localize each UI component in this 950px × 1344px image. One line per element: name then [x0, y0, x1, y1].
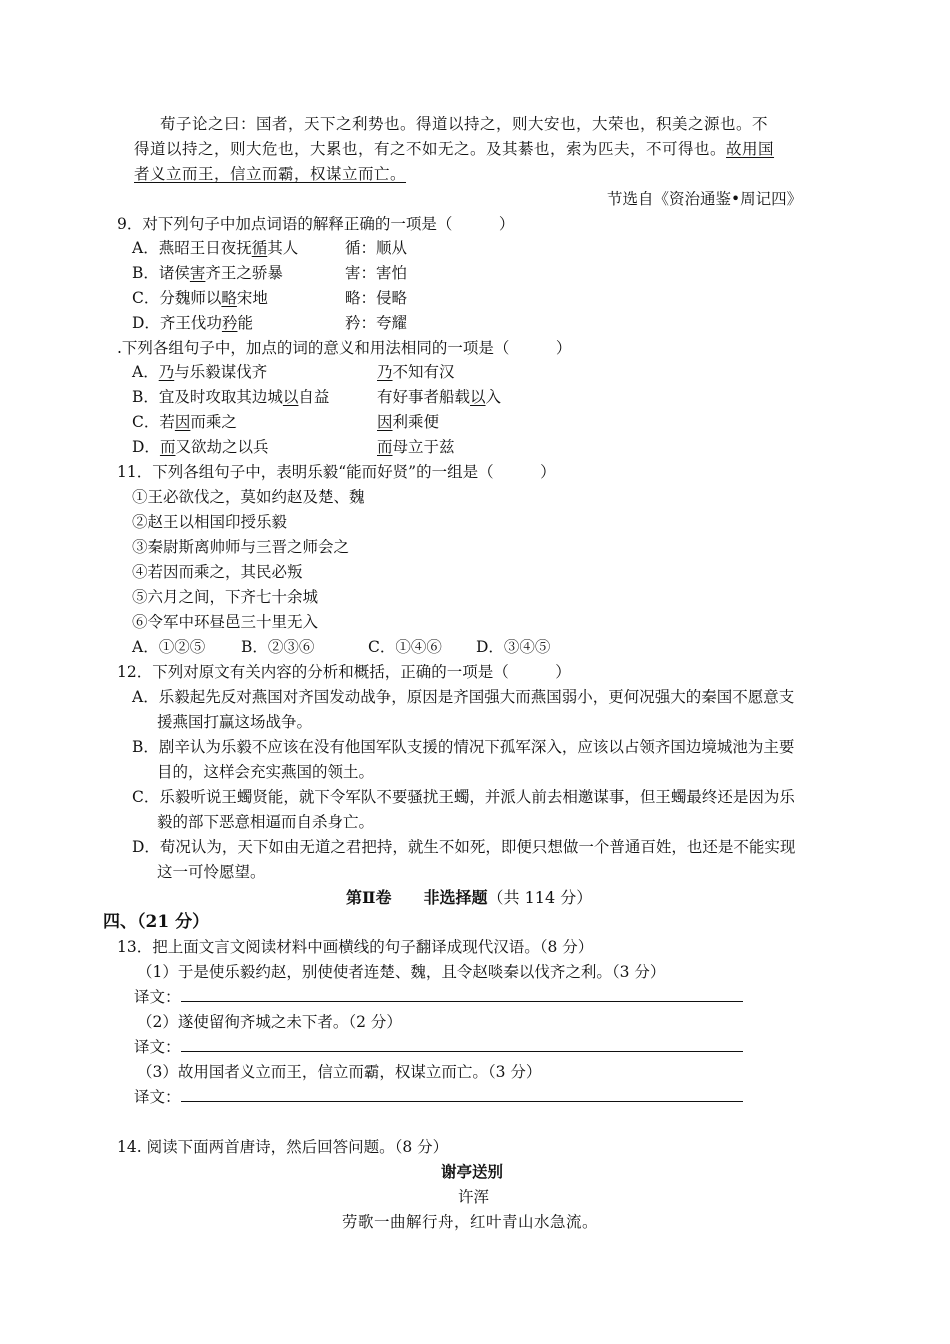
- q9-a-text: A．燕昭王日夜抚: [132, 239, 252, 257]
- q10-option-a-pair: [377, 361, 455, 383]
- q9-option-b: [132, 262, 283, 284]
- q9-option-c: [132, 287, 268, 309]
- q9-stem: 9．对下列句子中加点词语的解释正确的一项是（ ）: [117, 215, 515, 233]
- passage-line-3-underlined: 者义立而王，信立而霸，权谋立而亡。: [134, 165, 407, 183]
- q10-a2-dotted-word: 乃: [377, 363, 393, 381]
- passage-source: 节选自《资治通鉴•周记四》: [607, 190, 803, 208]
- q13-answer-2-line[interactable]: [181, 1037, 743, 1052]
- q12-option-b-line1: B．剧辛认为乐毅不应该在没有他国军队支援的情况下孤军深入，应该以占领齐国边境城池为主要: [132, 738, 795, 756]
- q10-d2-dotted-word: 而: [377, 438, 393, 456]
- poem-author: 许浑: [458, 1188, 490, 1206]
- q10-option-b-pair: [377, 386, 501, 408]
- q12-option-d-line2: 这一可怜愿望。: [157, 863, 266, 881]
- q10-a-text-end: 与乐毅谋伐齐: [174, 363, 268, 381]
- q9-c-text-end: 宋地: [236, 289, 268, 307]
- q10-b-dotted-word: 以: [282, 388, 299, 406]
- q11-choice-c: C．①④⑥: [368, 638, 442, 656]
- q9-option-a-gloss: 循：顺从: [345, 239, 408, 257]
- q13-answer-3-line[interactable]: [181, 1087, 743, 1102]
- section-4-heading: 四、（21 分）: [103, 912, 210, 932]
- q11-item-6: ⑥令军中环昼邑三十里无入: [132, 613, 319, 631]
- q10-d-text: D．: [132, 438, 160, 456]
- q10-option-d: [132, 436, 268, 458]
- q13-answer-2: [134, 1036, 743, 1058]
- q13-answer-1-label: 译文：: [134, 988, 181, 1006]
- q11-choice-b: B．②③⑥: [241, 638, 315, 656]
- part2-score: （共 114 分）: [487, 888, 593, 907]
- passage-line-1: 荀子论之曰：国者，天下之利势也。得道以持之，则大安也，大荣也，积美之源也。不: [160, 115, 769, 133]
- q10-a-text: A．: [132, 363, 159, 381]
- q10-a-dotted-word: 乃: [158, 363, 175, 381]
- q9-option-b-gloss: 害：害怕: [345, 264, 408, 282]
- q10-option-a: [132, 361, 267, 383]
- q12-stem: 12．下列对原文有关内容的分析和概括，正确的一项是（ ）: [117, 663, 571, 681]
- q9-c-dotted-word: 略: [221, 289, 237, 307]
- q10-b2-text-end: 入: [485, 388, 502, 406]
- q12-option-c-line1: C．乐毅听说王蠋贤能，就下令军队不要骚扰王蠋，并派人前去相邀谋事，但王蠋最终还是因为乐: [132, 788, 795, 806]
- poem-title: 谢亭送别: [441, 1162, 504, 1181]
- passage-line-2: [134, 138, 774, 160]
- q12-option-b-line2: 目的，这样会充实燕国的领土。: [157, 763, 375, 781]
- q13-answer-1-line[interactable]: [181, 987, 743, 1002]
- q13-stem: 13．把上面文言文阅读材料中画横线的句子翻译成现代汉语。（8 分）: [117, 938, 594, 956]
- q10-c2-text-end: 利乘便: [392, 413, 440, 431]
- passage-line-2-text: 得道以持之，则大危也，大累也，有之不如无之。及其綦也，索为匹夫，不可得也。: [134, 140, 727, 158]
- q10-c-dotted-word: 因: [174, 413, 191, 431]
- q9-b-text: B．诸侯: [132, 264, 190, 282]
- q10-a2-text-end: 不知有汉: [392, 363, 455, 381]
- q9-b-text-end: 齐王之骄暴: [205, 264, 283, 282]
- q11-item-4: ④若因而乘之，其民必叛: [132, 563, 303, 581]
- q9-option-d: [132, 312, 253, 334]
- q10-option-d-pair: [377, 436, 455, 458]
- q10-c2-dotted-word: 因: [377, 413, 393, 431]
- q13-answer-2-label: 译文：: [134, 1038, 181, 1056]
- poem-line-1: 劳歌一曲解行舟，红叶青山水急流。: [342, 1213, 599, 1231]
- q10-option-c: [132, 411, 237, 433]
- q11-choice-d: D．③④⑤: [476, 638, 551, 656]
- passage-underlined-sentence-start: 故用国: [726, 140, 775, 158]
- q12-option-c-line2: 毅的部下恶意相逼而自杀身亡。: [157, 813, 375, 831]
- q12-option-a-line1: A．乐毅起先反对燕国对齐国发动战争，原因是齐国强大而燕国弱小，更何况强大的秦国不愿意支: [132, 688, 795, 706]
- q12-option-a-line2: 援燕国打赢这场战争。: [157, 713, 313, 731]
- q10-c-text-end: 而乘之: [190, 413, 237, 431]
- part2-heading: [346, 887, 592, 909]
- q10-option-c-pair: [377, 411, 439, 433]
- q9-option-c-gloss: 略：侵略: [345, 289, 408, 307]
- q10-c-text: C．若: [132, 413, 175, 431]
- q9-d-text-end: 能: [237, 314, 253, 332]
- q14-stem: 14. 阅读下面两首唐诗，然后回答问题。（8 分）: [117, 1138, 449, 1156]
- q10-d-text-end: 又欲劫之以兵: [175, 438, 269, 456]
- q13-item-1: （1）于是使乐毅约赵，别使使者连楚、魏，且令赵啖秦以伐齐之利。（3 分）: [137, 963, 666, 981]
- q10-b2-text: 有好事者船载: [377, 388, 471, 406]
- q9-option-d-gloss: 矜：夸耀: [345, 314, 408, 332]
- q9-a-dotted-word: 循: [251, 239, 268, 257]
- q11-item-5: ⑤六月之间，下齐七十余城: [132, 588, 319, 606]
- part2-title: 第Ⅱ卷 非选择题: [346, 888, 488, 907]
- q9-b-dotted-word: 害: [189, 264, 206, 282]
- q13-answer-3-label: 译文：: [134, 1088, 181, 1106]
- q9-option-a: [132, 237, 298, 259]
- q10-d2-text-end: 母立于兹: [392, 438, 455, 456]
- q9-d-text: D．齐王伐功: [132, 314, 222, 332]
- q11-stem: 11．下列各组句子中，表明乐毅“能而好贤”的一组是（ ）: [117, 463, 556, 481]
- q10-stem: .下列各组句子中，加点的词的意义和用法相同的一项是（ ）: [117, 339, 572, 357]
- q9-a-text-end: 其人: [267, 239, 299, 257]
- q11-choice-a: A．①②⑤: [132, 638, 206, 656]
- q13-item-3: （3）故用国者义立而王，信立而霸，权谋立而亡。（3 分）: [137, 1063, 542, 1081]
- q10-b-text-end: 自益: [298, 388, 330, 406]
- q10-b2-dotted-word: 以: [470, 388, 486, 406]
- q12-option-d-line1: D．荀况认为，天下如由无道之君把持，就生不如死，即便只想做一个普通百姓，也还是不能实现: [132, 838, 796, 856]
- q13-answer-1: [134, 986, 743, 1008]
- q10-option-b: [132, 386, 329, 408]
- q10-d-dotted-word: 而: [159, 438, 176, 456]
- q9-c-text: C．分魏师以: [132, 289, 222, 307]
- q10-b-text: B．宜及时攻取其边城: [132, 388, 283, 406]
- q13-item-2: （2）遂使留徇齐城之未下者。（2 分）: [137, 1013, 402, 1031]
- q13-answer-3: [134, 1086, 743, 1108]
- q9-d-dotted-word: 矜: [221, 314, 238, 332]
- q11-item-3: ③秦尉斯离帅师与三晋之师会之: [132, 538, 350, 556]
- q11-item-1: ①王必欲伐之，莫如约赵及楚、魏: [132, 488, 365, 506]
- q11-item-2: ②赵王以相国印授乐毅: [132, 513, 288, 531]
